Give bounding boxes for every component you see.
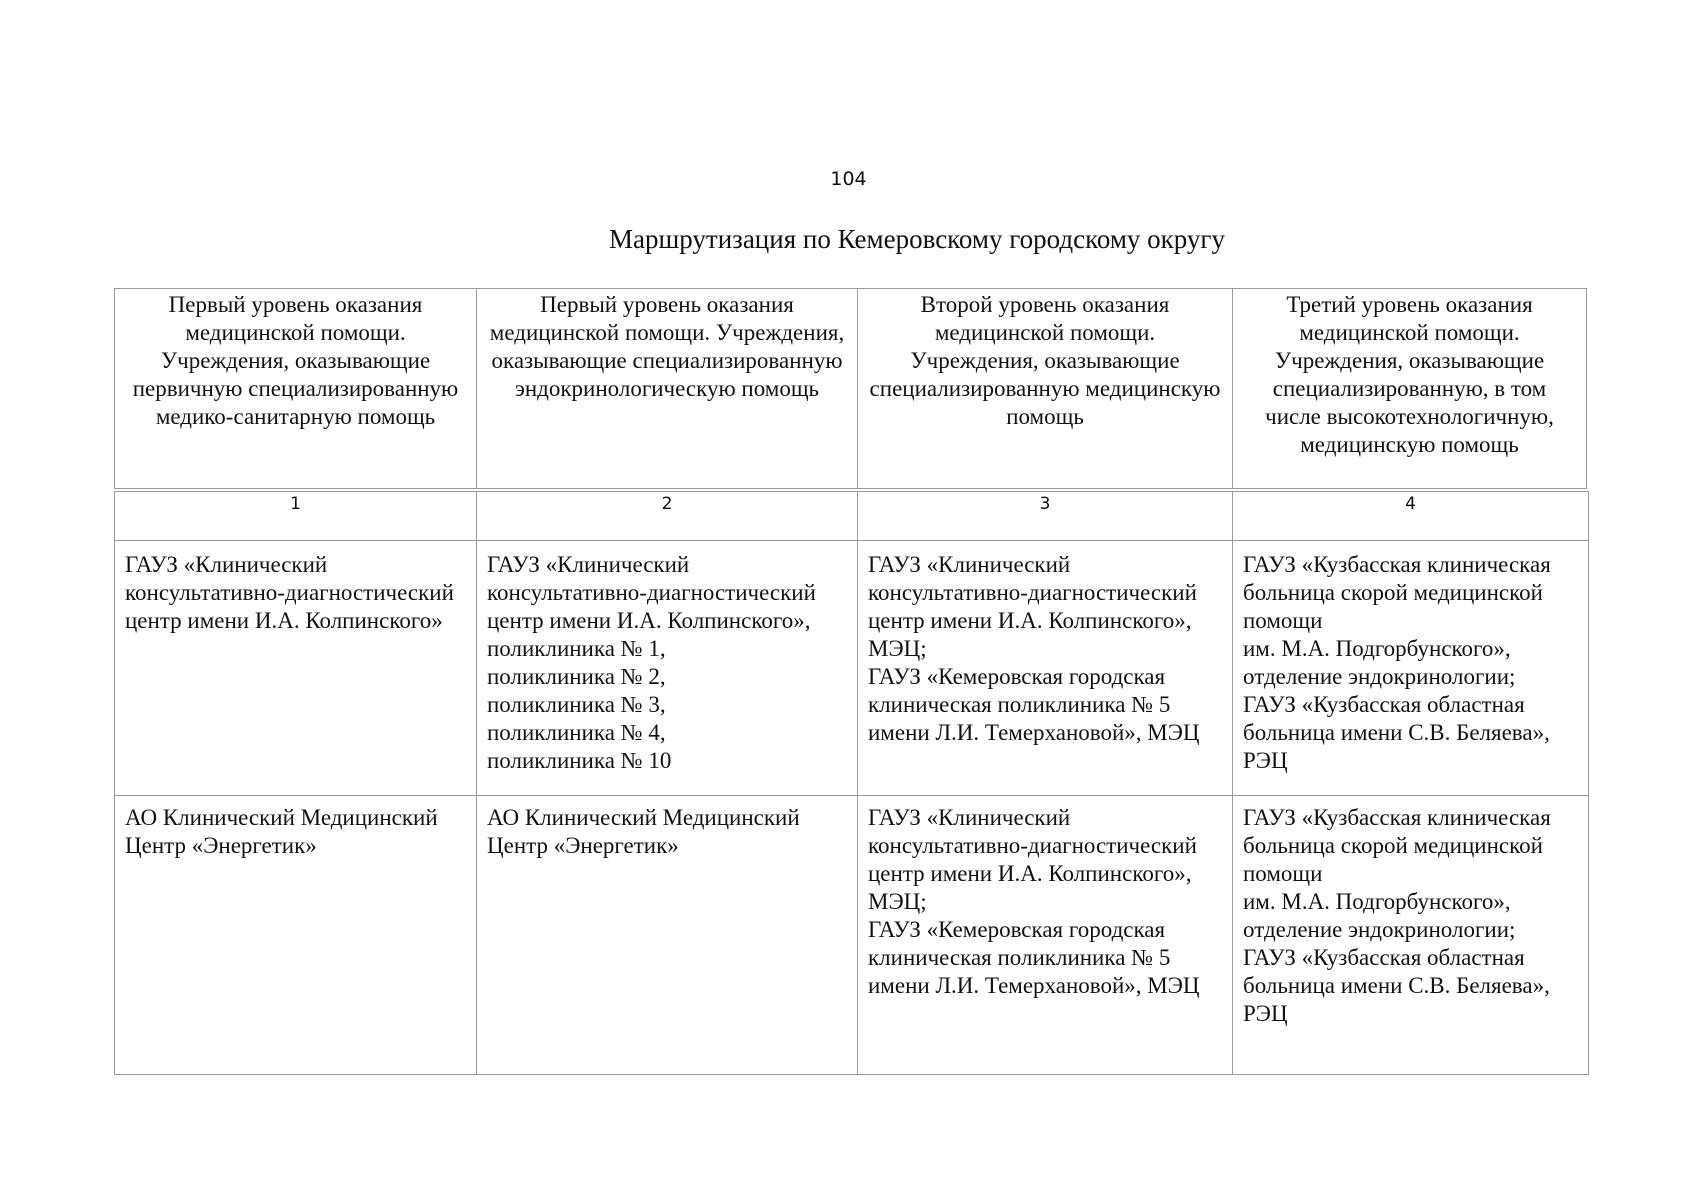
cell-line: поликлиника № 10 [487,748,672,773]
header-row [115,289,1587,489]
cell-line: поликлиника № 3, [487,692,666,717]
cell-line: ГАУЗ «Кемеровская городская клиническая поликлиника № 5 имени Л.И. Темерхановой», МЭЦ [868,664,1200,745]
cell-line: ГАУЗ «Клинический консультативно-диагностический центр имени И.А. Колпинского», [487,552,822,633]
cell-line: ГАУЗ «Кузбасская клиническая больница скорой медицинской помощи [1243,805,1557,886]
cell-line: ГАУЗ «Кузбасская клиническая больница скорой медицинской помощи [1243,552,1557,633]
header-cell-1: Первый уровень оказания медицинской помощи. Учреждения, оказывающие первичную специализированную медико-санитарную помощь [115,289,477,489]
cell-line: им. М.А. Подгорбунского», отделение эндокринологии; [1243,889,1517,942]
row1-col2 [477,541,858,796]
cell-line: поликлиника № 4, [487,720,666,745]
row2-col4 [1233,796,1589,1075]
header-cell-4: Третий уровень оказания медицинской помощи. Учреждения, оказывающие специализированную, в том числе высокотехнологичную, медицинскую помощь [1233,289,1587,489]
body-table [114,491,1589,1075]
column-number-1: 1 [115,492,477,541]
table-row [115,796,1589,1075]
cell-line: поликлиника № 2, [487,664,666,689]
row2-col1 [115,796,477,1075]
cell-line: ГАУЗ «Кемеровская городская клиническая поликлиника № 5 имени Л.И. Темерхановой», МЭЦ [868,917,1200,998]
row1-col1 [115,541,477,796]
cell-line: АО Клинический Медицинский Центр «Энергетик» [125,805,444,858]
cell-line: ГАУЗ «Кузбасская областная больница имени С.В. Беляева», РЭЦ [1243,692,1556,773]
cell-line: АО Клинический Медицинский Центр «Энергетик» [487,805,806,858]
column-number-row [115,492,1589,541]
column-number-2: 2 [477,492,858,541]
header-cell-2: Первый уровень оказания медицинской помощи. Учреждения, оказывающие специализированную эндокринологическую помощь [477,289,858,489]
cell-line: ГАУЗ «Клинический консультативно-диагностический центр имени И.А. Колпинского», МЭЦ; [868,805,1203,914]
table-row [115,541,1589,796]
cell-line: поликлиника № 1, [487,636,666,661]
row1-col3 [858,541,1233,796]
routing-table [114,288,1586,1075]
document-title: Маршрутизация по Кемеровскому городскому округу [608,224,1226,254]
cell-line: ГАУЗ «Кузбасская областная больница имени С.В. Беляева», РЭЦ [1243,945,1556,1026]
column-number-3: 3 [858,492,1233,541]
header-cell-3: Второй уровень оказания медицинской помощи. Учреждения, оказывающие специализированную медицинскую помощь [858,289,1233,489]
page-number: 104 [830,168,867,190]
cell-line: ГАУЗ «Клинический консультативно-диагностический центр имени И.А. Колпинского» [125,552,460,633]
cell-line: ГАУЗ «Клинический консультативно-диагностический центр имени И.А. Колпинского», МЭЦ; [868,552,1203,661]
column-number-4: 4 [1233,492,1589,541]
header-table [114,288,1587,489]
row2-col3 [858,796,1233,1075]
cell-line: им. М.А. Подгорбунского», отделение эндокринологии; [1243,636,1517,689]
row1-col4 [1233,541,1589,796]
row2-col2 [477,796,858,1075]
